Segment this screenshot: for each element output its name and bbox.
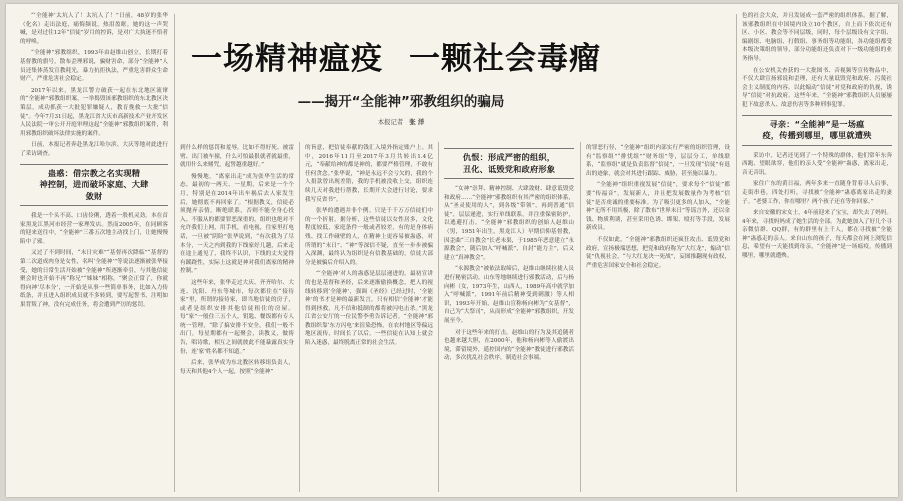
paragraph: “女神”崇拜、精神控制、大肆敛财、肆意诋毁党和政府……“全能神”邪教组织有其严密的组织体系，从“圣灵使用的人”，到各级“带领”，再到普通“信徒”，层层递进，实行单线联系，并注重保密防护，以逃避打击。“全能神”邪教组织的创始人赵维山（男，1951年出生，黑龙江人）早期信仰基督教，因歪曲“三自教会”长老未果，于1985年恶意建立“永源教会”，随后加入“呼喊派”，自封“能力主”，后又建立“真神教会”。	[444, 186, 574, 261]
column-rule	[736, 14, 737, 492]
column-rule	[580, 142, 581, 492]
paragraph: 的旨意，把信徒奉献的钱汇入境外指定账户上。其中，2016年11月至2017年3月共转出1.4亿元，“奉献给神的都是神的，都要严格管理，不敢有任何贪念。”张华说，“神是永远不会亏欠的，我的个人捐款曾出现差错，我的手机被没收上交，组织连续几天对我进行帮教，长期开大会进行讨论，要求我写反省书”。	[305, 145, 433, 203]
headline	[181, 39, 611, 79]
paragraph: 日前，本报记者奔赴黑龙江哈尔滨、大庆等地对此进行了采访调查。	[20, 142, 168, 157]
byline	[336, 117, 466, 126]
paragraph: “‘全能神’太坑人了！太坑人了！”日前，48岁的张华（化名）走出法庭，痛悔频说，热泪盈眶。她的这一声哭喊，是对过往12年“信徒”岁月的控诉，是对广大执迷不悟者的呼唤。	[20, 13, 168, 45]
paragraph: 2017年以来，黑龙江警方破获一起在东北地区流窜的“全能神”邪教组织案，一举捣毁该邪教组织的东北教区决策层，成功抓获一大批犯罪嫌疑人，教育挽救一大批“信徒”。今年7月31日起，黑龙江省大庆市高新技术产业开发区人民法院一审公开开庭审理这起“全能神”邪教组织案件，利用邪教组织破坏法律实施的案件。	[20, 87, 168, 137]
paragraph: 到什么样的惩罚和羞辱，比如不得好死、被雷劈、出门被车撞，什么可怕最狠就者就最重，就用什么来赌咒，起誓越重越好。”	[180, 145, 294, 169]
paragraph: 不仅如此，“全能神”邪教组织还疯狂攻击、诋毁党和政府，宣扬极端思想，把党和政府称为“大红龙”，煽动“信徒”仇视社会，“与大红龙决一死战”，妄图推翻现有政权，严重危害国家安全和社会稳定。	[586, 236, 730, 269]
subheading-line: 疫，传播到哪里，哪里就遭殃	[762, 130, 872, 141]
headline-part-1: 一场精神瘟疫	[191, 41, 383, 77]
paragraph: 又过了不到时间，“末日灾难”“基督再次降临”“基督的第二次道成肉身是女性，名叫‘全能神’”等说法逐渐被张华接受，她的日常生活开始被“全能神”所逐渐牵引，与其他信徒聚会时也开始不再“称兄”“姊妹”相称，“聚会正常了，你就得向神‘尽本分’，一开始是从事一些简单事务，比如入力传纸条，并且进入组织成员就不多转到，要写起誓书，注明如果背叛了神，没有完成任务，将会遭到严厉的惩罚。	[20, 250, 168, 308]
subheading-line: 丑化、诋毁党和政府形象	[462, 163, 556, 174]
subheading	[444, 148, 574, 179]
column-6	[742, 12, 892, 494]
subheading-line: 仇恨：形成严密的组织，	[462, 152, 556, 162]
paragraph: 采访中，记者还见到了一个特殊的群体，他们常年东奔西跑、望眼欲穿，他们的亲人受“全能神”蛊惑，离家出走，音无音讯。	[742, 152, 892, 176]
subheading	[20, 164, 168, 207]
paragraph: “全能神”邪教组织，1993年由赵维山创立，长期打着基督教的旗号，散布歪理邪说，骗财害命，部分“全能神”人员还集体蒸发宣教耗光，暴力抗拒执法，严重危害群众生命财产，严重危害社会稳定。	[20, 50, 168, 83]
subheading-line: 蛊惑：借宗教之名实现精	[47, 167, 141, 178]
paragraph: 的罪恶行径，“全能神”组织内部实行严密的组织管理，设有“监察组”“排忧组”“财务组”等，层层分工，单线联系，“监察组”就是负责监督“信徒”，一旦发现“信徒”有退出的迹象，就会对其进行跟踪、威胁，甚至施以暴力。	[586, 145, 730, 177]
column-5	[586, 144, 730, 494]
column-rule	[438, 142, 439, 492]
paragraph: 慢慢地，“离家出走”成为张华生活的常态，最初的一两天、一星期，后来是一个个月，特别是在2014年出车祸后去人家发生后，她彻底不再回家了。“根据教义，信徒必须抛弃亲情，断绝联系，否则不能全身心投入。不服从的都要罪恶深重的，组织也绝对不允许我们上网，用手机，看电视，往家里打电话，一旦被“阴险”张华说到，“有次我为了尽本分，一天之内到我的下线家好几趟，后来走在途上通见了，我终不认识，下线的丈夫觉得有蹊跷性，实际上这就是神对我们离家的精神控制。”	[180, 173, 294, 275]
subheading-line: 寻亲：“全能神”是一场瘟	[769, 118, 865, 129]
paragraph: 色的社会大众，并且发展成一套严密的组织体系。据了解，该邪教组织在中国境内设立10个教区，自上而下依次还有区、小区、教会等不同层级，同时，每个层级设有文字组、编剧组、电脑组、打假组、事务组等功能组，各功能组都受本级决策组的领导，部分功能组还负责对下一级功能组的业务指导。	[742, 13, 892, 62]
subheading	[742, 115, 892, 146]
paragraph: 来自安徽的宋女士，4年前迎来了宝宝，却失去了妈妈。4年来，寻找妈妈成了她生活的全部。为此她加入了好几个寻亲微信群、QQ群，有的群里有上千人，都在寻找被“全能神”蛊惑走的亲人。来自山东的孩子，每天都会在网上浏览信息，希望有一天能找到母亲，“全能神”是一场瘟疫，传播到哪里，哪里就遭殃。	[742, 210, 892, 260]
column-1	[20, 12, 168, 494]
paragraph: 后来，张华成为东北教区转移组负责人，每天和其他4个人一起，按照“全能神”	[180, 360, 294, 375]
column-3	[305, 144, 433, 494]
column-4	[444, 144, 574, 494]
byline-author: 张 洋	[409, 118, 425, 126]
column-rule	[299, 142, 300, 492]
column-rule	[174, 14, 175, 492]
subheading-line: 敛财	[85, 190, 103, 201]
headline-part-2: 一颗社会毒瘤	[409, 41, 601, 77]
paragraph: “全能神”组织重视发展“信徒”，要求每个“信徒”都要“传福音”，发展新人，并且把发展数量作为考核“信徒”是否虔诚的重要标准。为了吸引更多的人加入，“全能神”无所不用其极，除了散布“世界末日”等谣言外，还以金钱、物质利诱，甚至采用色诱、绑架、殴打等手段，发展新成员。	[586, 182, 730, 232]
paragraph: 张华的遭遇并非个例。只是千千万万信徒们中的一个折射。据分析，这些信徒以女性居多，文化程度较低，家庭条件一般或者较差，有的是身体病残、找工作碰壁的人，在精神上更容易被蛊惑，对所谓的“末日”、“神”等深信不疑，直至一步步被骗入深渊，最终认为组织是有信教基础的，信徒大部分是被骗后介绍入的。	[305, 208, 433, 266]
paragraph: 这些年来，张华走过大庆、齐齐哈尔、大连、沈阳、丹东等城市，每次都住在“接待家”里，所谓的接待家，即当地信徒的房子，或者是组织安排其他信徒租住的房屋。每“家”一般住三五个人，钥匙、餐饭都有专人统一管理，“除了搞安排不安全，我们一般不出门，每星期都有一起聚会，读教义，做祷告，唱诗歌，相互之间就彼此不能暴露真实身份，连‘家’姓名都不知道。”	[180, 279, 294, 355]
paragraph: 对于这些年来的打击，赵维山的行为及其追随者也越来越大胆，在2000年，他和杨向彬等人偷渡出境，滞留境外，遥控国内的“全能神”教徒进行邪教活动，多次扰乱社会秩序，制造社会事端。	[444, 329, 574, 362]
newspaper-page	[6, 4, 898, 497]
subheading-line: 神控制，进而破坏家庭、大肆	[39, 179, 149, 189]
paragraph: 我是一个头不高、口齿伶俐，透着一股机灵劲。本在首家黑龙江黑河市经营一家理发店。然而2005年，在同顾客的迎来送往中，“全能神”三番五次地主动找上门，让她慢慢陷中了邪。	[20, 213, 168, 245]
paragraph: “‘全能神’对人的蛊惑是层层递进的，最初宣讲的也是基督和圣经，后来逐渐偷换概念，把人的视线转移到‘全能神’，强调《圣经》已经过时，‘全能神’的书才是神的最新发言，只有相信‘全能神’才能得到拯救，凡不信和抵制的都将被闪电击杀。”黑龙江省公安厅的一位民警李勇告诉记者，“全能神”邪教组织靠‘东方闪电’来渲染恐怖，在农村地区等偏远地区流传，时间长了以后，一些信徒在认知上就会陷入迷惑，最终脱离正常的社会生活。	[305, 271, 433, 347]
byline-label: 本报记者	[377, 118, 404, 126]
paragraph: “永源教会”被依法取缔后，赵维山继续拉拢人员进行秘密活动。山东等地继续进行邪教活动，后与杨向彬（女，1973年生，山西人，1989年高中就学加入“呼喊派”，1991年前后精神受到刺激）等人相识，1993年开始，赵维山宣称杨向彬为“女基督”，自己为“大祭司”，从而形成“全能神”邪教组织，开发展至今。	[444, 266, 574, 324]
column-2	[180, 144, 294, 494]
paragraph: 家住广东的黄日福，两年多来一直随身背着寻人启事，走街串巷，四处打听，寻找被“全能神”蛊惑离家出走的妻子。“老婆工作，你在哪里？两个孩子还在等你回家。”	[742, 181, 892, 205]
subheadline: ——揭开“全能神”邪教组织的骗局	[297, 94, 505, 110]
paragraph: 在公安机关查获的一大批图书、音视频等宣传物品中，不仅大肆宣扬邪说和歪理，还有大量诋毁党和政府、污蔑社会主义制度的内容。以此煽动“信徒”对党和政府的仇视，诱导“信徒”对抗政府。这些年来，“全能神”邪教组织人员屡屡犯下故意杀人、故意伤害等多种刑事犯罪。	[742, 67, 892, 108]
